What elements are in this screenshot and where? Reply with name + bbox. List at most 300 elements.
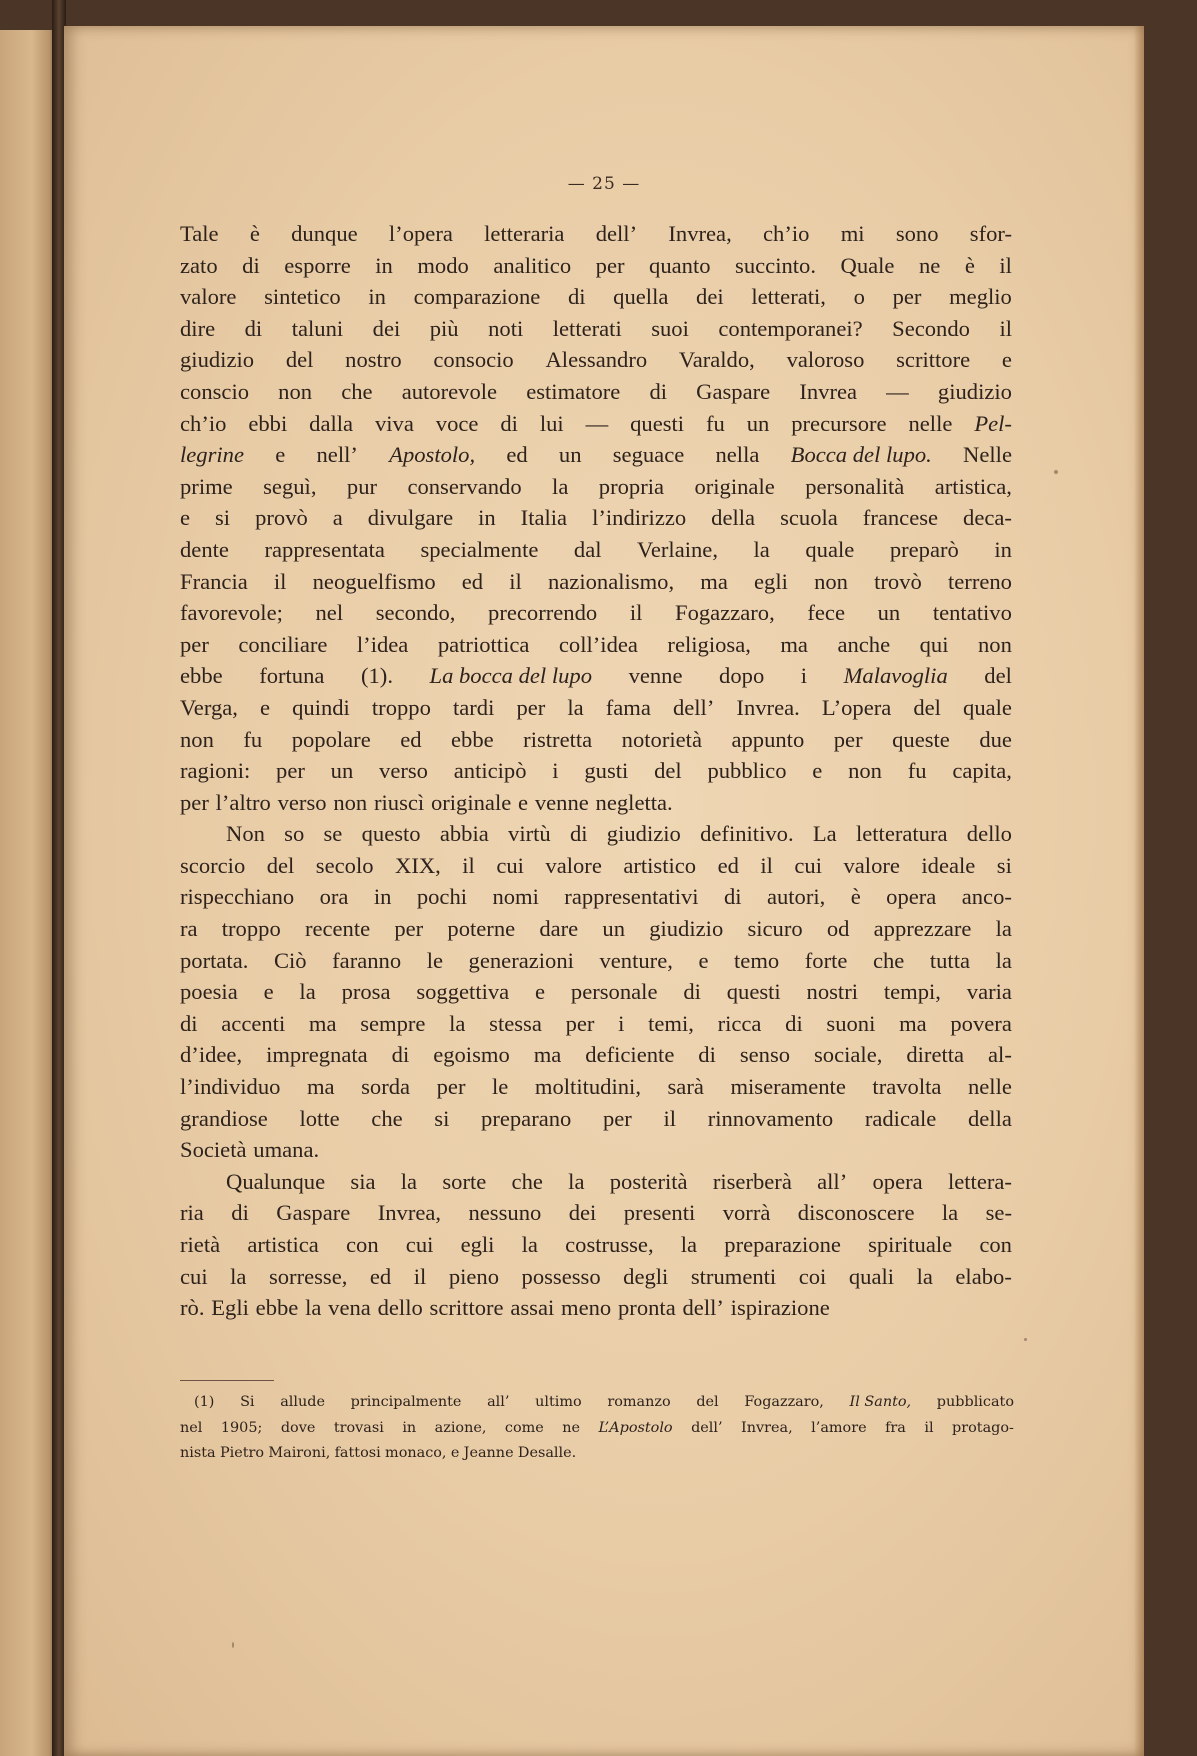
word: del xyxy=(696,1394,719,1410)
word: verso xyxy=(379,758,428,784)
word: artistica xyxy=(247,1232,319,1257)
word: l’indirizzo xyxy=(592,505,687,531)
word: l’altro xyxy=(215,789,271,815)
footnote-line xyxy=(180,1416,1014,1442)
text-line xyxy=(180,597,1012,629)
word: rappresentata xyxy=(264,536,385,562)
word: pur xyxy=(346,473,378,499)
word: Apostolo, xyxy=(389,442,476,468)
word: strumenti xyxy=(690,1263,777,1289)
word: ne xyxy=(918,252,941,278)
word: od xyxy=(826,916,850,942)
text-line xyxy=(180,1103,1012,1135)
word: temi, xyxy=(648,1010,694,1036)
word: comparazione xyxy=(413,284,541,310)
word: costrusse, xyxy=(565,1232,654,1257)
word: ultimo xyxy=(535,1394,582,1410)
word: letterati, xyxy=(751,284,826,310)
word: rappresentativi xyxy=(564,884,699,910)
word: di xyxy=(649,378,668,404)
text-line xyxy=(180,439,1012,471)
word: ebbe xyxy=(255,1295,299,1321)
text-line xyxy=(180,787,1012,819)
word: queste xyxy=(892,726,950,752)
word: è xyxy=(249,221,260,246)
word: il xyxy=(509,568,522,594)
word: per xyxy=(394,916,424,942)
word: ebbe xyxy=(180,663,223,689)
word: sintetico xyxy=(264,284,341,310)
word: coi xyxy=(798,1263,827,1289)
word: e xyxy=(1001,347,1012,373)
word: si xyxy=(996,852,1012,878)
word: come xyxy=(504,1419,544,1436)
word: rinnovamento xyxy=(707,1105,834,1131)
word: Gaspare xyxy=(696,378,771,404)
text-line xyxy=(180,660,1012,692)
text-line xyxy=(180,850,1012,882)
word: con xyxy=(979,1232,1012,1257)
word: giudizio xyxy=(606,821,681,847)
word: le xyxy=(426,947,443,973)
facing-page-edge xyxy=(0,30,58,1756)
word: i xyxy=(552,758,559,784)
word: lotte xyxy=(299,1105,340,1131)
word: Qualunque xyxy=(226,1168,326,1194)
body-text xyxy=(180,218,1012,1324)
word: troppo xyxy=(221,916,281,942)
word: so xyxy=(284,821,305,847)
word: prime xyxy=(180,473,233,499)
word: il xyxy=(999,252,1012,278)
word: Gaspare xyxy=(276,1200,351,1226)
word: Tale xyxy=(180,221,219,246)
word: patriottica xyxy=(437,631,530,657)
word: Malavoglia xyxy=(843,663,948,689)
word: per xyxy=(180,631,209,657)
word: ispirazione xyxy=(730,1295,830,1321)
word: umana. xyxy=(253,1137,320,1163)
word: la xyxy=(299,979,316,1005)
word: presenti xyxy=(623,1200,696,1226)
word: letteratura xyxy=(855,821,948,847)
word: possesso xyxy=(521,1263,601,1289)
word: giudizio xyxy=(937,378,1012,404)
word: divulgare xyxy=(367,505,454,531)
word: in xyxy=(373,884,392,910)
word: tempi, xyxy=(883,979,941,1005)
word: cui xyxy=(794,852,822,878)
word: deca- xyxy=(963,505,1012,531)
word: sicuro xyxy=(747,916,803,942)
word: venne xyxy=(628,663,683,689)
word: valoroso xyxy=(786,347,865,373)
word: pronta xyxy=(618,1295,676,1321)
word: e xyxy=(450,1445,460,1461)
word: la xyxy=(567,694,584,720)
word: è xyxy=(850,884,861,910)
word: Italia xyxy=(520,505,568,531)
word: preparano xyxy=(481,1105,572,1131)
word: quale xyxy=(805,536,855,562)
word: fattosi xyxy=(334,1445,381,1461)
text-line xyxy=(180,1039,1012,1071)
word: Desalle. xyxy=(517,1445,577,1461)
text-line xyxy=(180,281,1012,313)
word: preparò xyxy=(889,536,959,562)
word: giudizio xyxy=(180,347,255,373)
word: assai xyxy=(510,1295,555,1321)
word: disconoscere xyxy=(797,1200,915,1226)
word: Nelle xyxy=(963,442,1012,468)
text-line xyxy=(180,218,1012,250)
footnote-line xyxy=(180,1390,1014,1416)
text-line xyxy=(180,313,1012,345)
word: L’Apostolo xyxy=(598,1419,673,1436)
word: La bocca del lupo xyxy=(429,663,593,689)
word: che xyxy=(511,1168,543,1194)
word: nella xyxy=(715,442,760,468)
word: fra xyxy=(885,1419,906,1436)
word: rò. xyxy=(180,1295,205,1321)
word: Invrea, xyxy=(377,1200,442,1226)
word: Il Santo, xyxy=(849,1394,912,1410)
word: all’ xyxy=(487,1394,510,1410)
word: capita, xyxy=(952,758,1012,784)
word: succinto. xyxy=(735,252,816,278)
page-sheet xyxy=(64,26,1144,1756)
word: quali xyxy=(848,1263,895,1289)
word: cui xyxy=(180,1263,208,1289)
word: fortuna xyxy=(259,663,325,689)
word: del xyxy=(913,694,941,720)
word: scrittore xyxy=(896,347,971,373)
word: generazioni xyxy=(468,947,574,973)
word: di xyxy=(567,284,586,310)
word: autori, xyxy=(766,884,826,910)
word: virtù xyxy=(508,821,551,847)
word: non xyxy=(278,378,313,404)
word: dei xyxy=(568,1200,597,1226)
word: dello xyxy=(377,1295,423,1321)
word: per xyxy=(833,726,863,752)
word: al- xyxy=(988,1042,1012,1068)
word: ed xyxy=(506,442,528,468)
word: se xyxy=(323,821,343,847)
word: nelle xyxy=(908,410,953,436)
word: moltitudini, xyxy=(534,1074,641,1100)
word: dopo xyxy=(719,663,765,689)
word: il xyxy=(273,568,287,594)
word: cui xyxy=(405,1232,434,1257)
word: Fogazzaro, xyxy=(675,600,775,626)
word: e xyxy=(260,694,271,720)
word: zato xyxy=(180,252,218,278)
word: la xyxy=(230,1263,247,1289)
word: qui xyxy=(919,631,949,657)
word: ora xyxy=(319,884,349,910)
text-line xyxy=(180,502,1012,534)
word: e xyxy=(275,442,286,468)
word: secondo, xyxy=(375,600,456,626)
word: miseramente xyxy=(730,1074,846,1100)
word: i xyxy=(800,663,808,689)
word: ricca xyxy=(717,1010,762,1036)
word: autorevole xyxy=(401,378,498,404)
word: contemporanei? xyxy=(718,315,863,341)
word: travolta xyxy=(872,1074,942,1100)
word: ed xyxy=(461,568,484,594)
word: nostri xyxy=(806,979,858,1005)
word: portata. xyxy=(180,947,249,973)
text-line xyxy=(180,692,1012,724)
word: questo xyxy=(361,821,421,847)
word: e xyxy=(812,758,823,784)
paragraph xyxy=(180,818,1012,1166)
word: per xyxy=(892,284,922,310)
word: modo xyxy=(417,252,469,278)
word: del xyxy=(285,347,314,373)
word: radicale xyxy=(864,1105,937,1131)
word: pochi xyxy=(416,884,468,910)
text-line xyxy=(180,1261,1012,1293)
word: Invrea xyxy=(799,378,858,404)
word: di xyxy=(231,1200,249,1226)
word: la xyxy=(449,1010,466,1036)
word: lettera- xyxy=(947,1168,1012,1194)
word: anche xyxy=(837,631,891,657)
word: L’opera xyxy=(821,694,892,720)
word: dell’ xyxy=(672,694,715,720)
word: recente xyxy=(304,916,371,942)
page-number: — 25 — xyxy=(567,174,641,194)
word: stessa xyxy=(489,1010,542,1036)
word: in xyxy=(402,1419,417,1436)
word: Verga, xyxy=(180,694,238,720)
word: dei xyxy=(696,284,724,310)
word: di xyxy=(683,979,701,1005)
footnote-separator xyxy=(180,1380,274,1381)
word: scorcio xyxy=(180,852,246,878)
word: propria xyxy=(598,473,665,499)
word: meno xyxy=(561,1295,612,1321)
word: sorresse, xyxy=(268,1263,348,1289)
word: che xyxy=(341,378,373,404)
word: più xyxy=(429,315,459,341)
word: forte xyxy=(804,947,848,973)
word: vena xyxy=(328,1295,371,1321)
word: Egli xyxy=(211,1295,249,1321)
word: che xyxy=(872,947,905,973)
word: quanto xyxy=(649,252,711,278)
word: e xyxy=(698,947,709,973)
word: mi xyxy=(840,221,865,246)
word: fu xyxy=(907,758,927,784)
text-line xyxy=(180,818,1012,850)
word: Jeanne xyxy=(463,1445,514,1461)
word: neoguelfismo xyxy=(312,568,436,594)
word: Verlaine, xyxy=(637,536,718,562)
word: varia xyxy=(966,979,1012,1005)
word: tentativo xyxy=(932,600,1012,626)
word: verso xyxy=(277,789,327,815)
word: deficiente xyxy=(585,1042,675,1068)
word: analitico xyxy=(493,252,572,278)
word: letteraria xyxy=(484,221,565,246)
word: di xyxy=(180,1010,198,1036)
word: in xyxy=(375,252,393,278)
word: ebbe xyxy=(451,726,494,752)
word: di xyxy=(569,821,588,847)
word: ch’io xyxy=(763,221,810,246)
word: ch’io xyxy=(180,410,227,436)
word: nel xyxy=(180,1419,203,1436)
word: la xyxy=(680,1232,698,1257)
word: francese xyxy=(862,505,939,531)
word: ma xyxy=(899,1010,927,1036)
word: fece xyxy=(807,600,845,626)
word: Varaldo, xyxy=(678,347,755,373)
word: faranno xyxy=(332,947,402,973)
word: Società xyxy=(180,1137,247,1163)
word: in xyxy=(478,505,496,531)
word: Bocca del lupo. xyxy=(790,442,932,468)
word: suoi xyxy=(651,315,689,341)
text-line xyxy=(180,1071,1012,1103)
word: di xyxy=(723,884,742,910)
footnote-line xyxy=(180,1441,1014,1467)
paragraph xyxy=(180,218,1012,818)
word: dalla xyxy=(309,410,354,436)
word: precursore xyxy=(791,410,887,436)
word: nomi xyxy=(492,884,539,910)
word: La xyxy=(812,821,837,847)
word: si xyxy=(434,1105,450,1131)
word: troppo xyxy=(371,694,431,720)
word: personalità xyxy=(805,473,905,499)
word: artistica, xyxy=(934,473,1012,499)
word: riserberà xyxy=(712,1168,792,1194)
word: per xyxy=(180,789,209,815)
word: e xyxy=(263,979,274,1005)
word: con xyxy=(346,1232,379,1257)
word: religiosa, xyxy=(667,631,751,657)
word: estimatore xyxy=(526,378,621,404)
word: ma xyxy=(533,1042,562,1068)
word: pieno xyxy=(448,1263,500,1289)
word: originale xyxy=(430,789,512,815)
word: degli xyxy=(623,1263,669,1289)
word: negletta. xyxy=(595,789,673,815)
word: protago- xyxy=(952,1419,1014,1436)
word: anco- xyxy=(961,884,1012,910)
word: Invrea. xyxy=(736,694,800,720)
word: egoismo xyxy=(433,1042,510,1068)
word: del xyxy=(266,852,295,878)
word: dare xyxy=(539,916,579,942)
word: grandiose xyxy=(180,1105,268,1131)
word: la xyxy=(305,1295,322,1321)
word: azione, xyxy=(434,1419,487,1436)
word: per xyxy=(565,1010,595,1036)
text-line xyxy=(180,376,1012,408)
word: Invrea, xyxy=(668,221,732,246)
word: sorte xyxy=(442,1168,487,1194)
word: originale xyxy=(694,473,775,499)
word: nessuno xyxy=(468,1200,542,1226)
word: l’amore xyxy=(811,1419,867,1436)
word: scrittore xyxy=(429,1295,504,1321)
word: Ciò xyxy=(273,947,307,973)
text-line xyxy=(180,945,1012,977)
word: giudizio xyxy=(649,916,724,942)
text-line xyxy=(180,1166,1012,1198)
word: della xyxy=(967,1105,1012,1131)
word: a xyxy=(332,505,343,531)
word: principalmente xyxy=(350,1394,462,1410)
word: opera xyxy=(872,1168,923,1194)
word: ristretta xyxy=(523,726,593,752)
word: sociale, xyxy=(814,1042,883,1068)
word: seguace xyxy=(612,442,685,468)
word: due xyxy=(979,726,1012,752)
text-line xyxy=(180,881,1012,913)
text-line xyxy=(180,913,1012,945)
word: lui xyxy=(539,410,564,436)
word: artistico xyxy=(623,852,697,878)
word: egli xyxy=(460,1232,495,1257)
word: del xyxy=(984,663,1012,689)
word: conscio xyxy=(180,378,250,404)
word: o xyxy=(853,284,865,310)
word: viva xyxy=(374,410,414,436)
word: la xyxy=(941,1200,959,1226)
word: e xyxy=(180,505,191,531)
word: precorrendo xyxy=(488,600,598,626)
word: la xyxy=(521,1232,538,1257)
word: dello xyxy=(966,821,1012,847)
word: fama xyxy=(605,694,651,720)
word: conservando xyxy=(407,473,522,499)
word: 1905; xyxy=(220,1419,263,1436)
word: nista xyxy=(180,1445,216,1461)
word: gusti xyxy=(584,758,629,784)
word: povera xyxy=(950,1010,1012,1036)
word: e xyxy=(518,789,529,815)
word: per xyxy=(436,1074,466,1100)
text-line xyxy=(180,471,1012,503)
text-line xyxy=(180,344,1012,376)
text-line xyxy=(180,1229,1012,1261)
paper-speck xyxy=(232,1642,234,1648)
word: seguì, xyxy=(263,473,317,499)
word: dal xyxy=(573,536,602,562)
text-line xyxy=(180,976,1012,1008)
word: per xyxy=(595,252,625,278)
word: preparazione xyxy=(724,1232,841,1257)
word: d’idee, xyxy=(180,1042,243,1068)
word: definitivo. xyxy=(700,821,794,847)
word: (1) xyxy=(194,1394,215,1410)
word: egli xyxy=(754,568,788,594)
word: la xyxy=(552,473,569,499)
word: ma xyxy=(306,1074,335,1100)
word: poesia xyxy=(180,979,238,1005)
word: Pietro xyxy=(219,1445,265,1461)
word: poterne xyxy=(447,916,516,942)
word: non xyxy=(180,726,214,752)
word: provò xyxy=(255,505,308,531)
